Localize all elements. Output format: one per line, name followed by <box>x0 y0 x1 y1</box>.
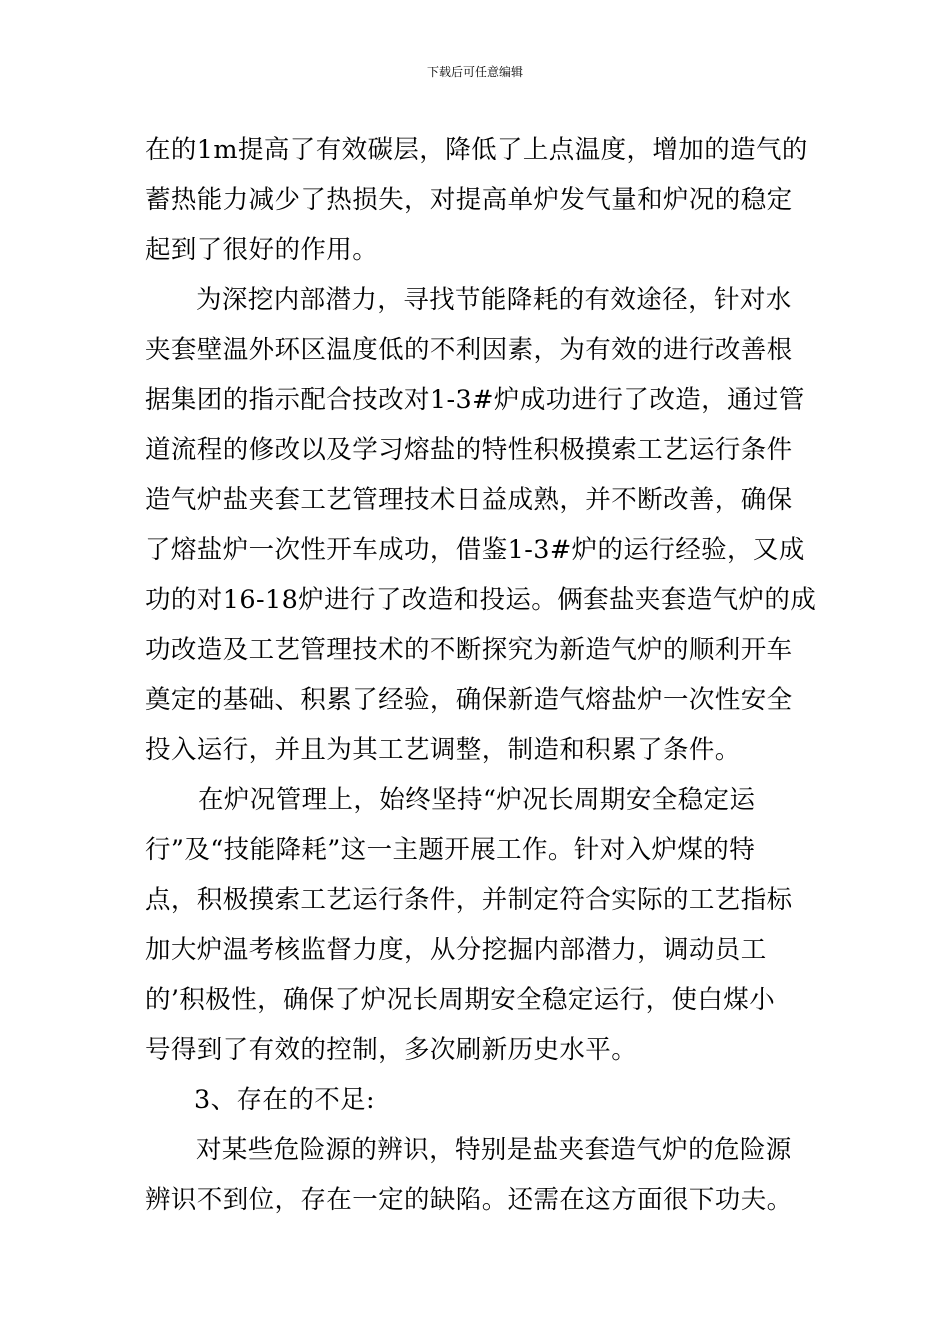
text-line: 号得到了有效的控制，多次刷新历史水平。 <box>145 1035 638 1065</box>
text-line: 辨识不到位，存在一定的缺陷。还需在这方面很下功夫。 <box>145 1185 793 1215</box>
text-line: 造气炉盐夹套工艺管理技术日益成熟，并不断改善，确保 <box>145 485 793 515</box>
text-line: 点，积极摸索工艺运行条件，并制定符合实际的工艺指标 <box>145 885 793 915</box>
section-heading: 3、存在的不足: <box>194 1085 376 1115</box>
paragraph-first-line: 为深挖内部潜力，寻找节能降耗的有效途径，针对水 <box>196 285 792 315</box>
text-line: 投入运行，并且为其工艺调整，制造和积累了条件。 <box>145 735 741 765</box>
paragraph-first-line: 在炉况管理上，始终坚持“炉况长周期安全稳定运 <box>198 785 756 815</box>
text-line: 道流程的修改以及学习熔盐的特性积极摸索工艺运行条件 <box>145 435 793 465</box>
text-line: 蓄热能力减少了热损失，对提高单炉发气量和炉况的稳定 <box>145 185 793 215</box>
paragraph-first-line: 对某些危险源的辨识，特别是盐夹套造气炉的危险源 <box>196 1135 792 1165</box>
page-header: 下载后可任意编辑 <box>426 65 523 79</box>
text-line: 奠定的基础、积累了经验，确保新造气熔盐炉一次性安全 <box>145 685 793 715</box>
text-line: 起到了很好的作用。 <box>145 235 379 265</box>
text-line: 的’积极性，确保了炉况长周期安全稳定运行，使白煤小 <box>145 985 776 1015</box>
text-line: 功的对16-18炉进行了改造和投运。俩套盐夹套造气炉的成 <box>145 585 817 615</box>
text-line: 夹套壁温外环区温度低的不利因素，为有效的进行改善根 <box>145 335 793 365</box>
text-line: 加大炉温考核监督力度，从分挖掘内部潜力，调动员工 <box>145 935 767 965</box>
text-line: 了熔盐炉一次性开车成功，借鉴1-3#炉的运行经验，又成 <box>145 535 805 565</box>
text-line: 行”及“技能降耗”这一主题开展工作。针对入炉煤的特 <box>145 835 756 865</box>
text-line: 功改造及工艺管理技术的不断探究为新造气炉的顺利开车 <box>145 635 793 665</box>
text-line: 据集团的指示配合技改对1-3#炉成功进行了改造，通过管 <box>145 385 805 415</box>
text-line: 在的1m提高了有效碳层，降低了上点温度，增加的造气的 <box>145 135 808 165</box>
